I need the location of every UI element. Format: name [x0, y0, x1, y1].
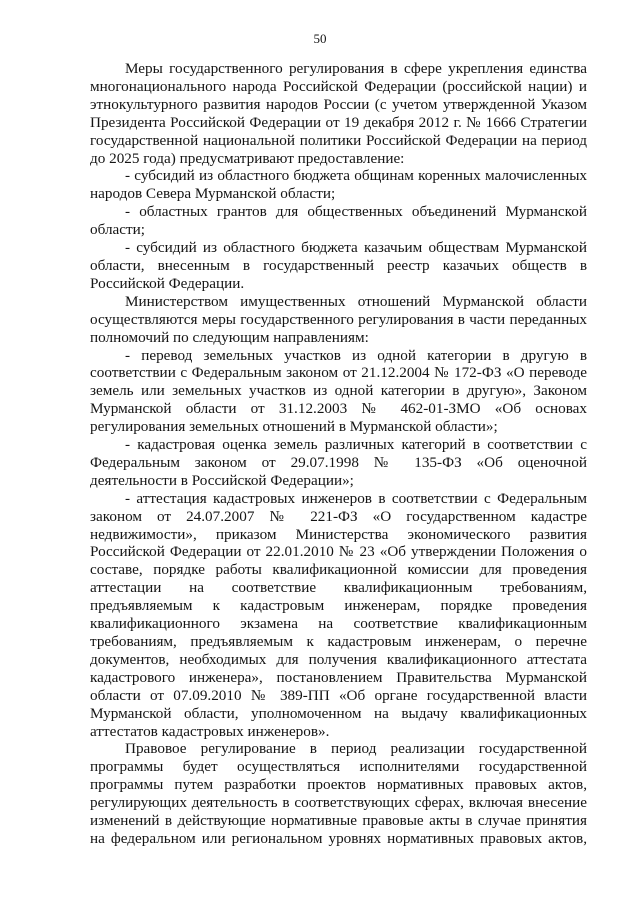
list-item-regional-grants: - областных грантов для общественных объединений Мурманской области; — [90, 203, 587, 239]
list-item-subsidies-cossack: - субсидий из областного бюджета казачьим обществам Мурманской области, внесенным в государственный реестр казачьих обществ в Российской Федерации. — [90, 239, 587, 292]
list-item-land-transfer: - перевод земельных участков из одной категории в другую в соответствии с Федеральным законом от 21.12.2004 № 172-ФЗ «О переводе земель или земельных участков из одной категории в другую», Законом Мурманской области от 31.12.2003 № 462-01-ЗМО «Об основах регулирования земельных отношений в Мурманской области»; — [90, 346, 587, 436]
paragraph-regulation-measures: Меры государственного регулирования в сфере укрепления единства многонационального народа Российской Федерации (российской нации) и этнокультурного развития народов России (с учетом утвержденной Указом Президента Российской Федерации от 19 декабря 2012 г. № 1666 Стратегии государственной национальной политики Российской Федерации на период до 2025 года) предусматривают предоставление: — [90, 60, 587, 167]
page-number: 50 — [313, 31, 327, 46]
list-item-cadastral-valuation: - кадастровая оценка земель различных категорий в соответствии с Федеральным законом от 29.07.1998 № 135-ФЗ «Об оценочной деятельности в Российской Федерации»; — [90, 436, 587, 489]
paragraph-ministry-measures: Министерством имущественных отношений Мурманской области осуществляются меры государственного регулирования в части переданных полномочий по следующим направлениям: — [90, 292, 587, 346]
document-body — [90, 60, 587, 848]
paragraph-legal-regulation: Правовое регулирование в период реализации государственной программы будет осуществляться исполнителями государственной программы путем разработки проектов нормативных правовых актов, регулирующих деятельность в соответствующих сферах, включая внесение изменений в действующие нормативные правовые акты в случае принятия на федеральном или региональном уровнях нормативных правовых актов, — [90, 740, 587, 847]
list-item-subsidies-indigenous: - субсидий из областного бюджета общинам коренных малочисленных народов Севера Мурманской области; — [90, 167, 587, 203]
list-item-engineer-attestation: - аттестация кадастровых инженеров в соответствии с Федеральным законом от 24.07.2007 № 221-ФЗ «О государственном кадастре недвижимости», приказом Министерства экономического развития Российской Федерации от 22.01.2010 № 23 «Об утверждении Положения о составе, порядке работы квалификационной комиссии для проведения аттестации на соответствие квалификационным требованиям, предъявляемым к кадастровым инженерам, порядке проведения квалификационного экзамена на соответствие квалификационным требованиям, предъявляемым к кадастровым инженерам, о перечне документов, необходимых для получения квалификационного аттестата кадастрового инженера», постановлением Правительства Мурманской области от 07.09.2010 № 389-ПП «Об органе государственной власти Мурманской области, уполномоченном на выдачу квалификационных аттестатов кадастровых инженеров». — [90, 489, 587, 740]
